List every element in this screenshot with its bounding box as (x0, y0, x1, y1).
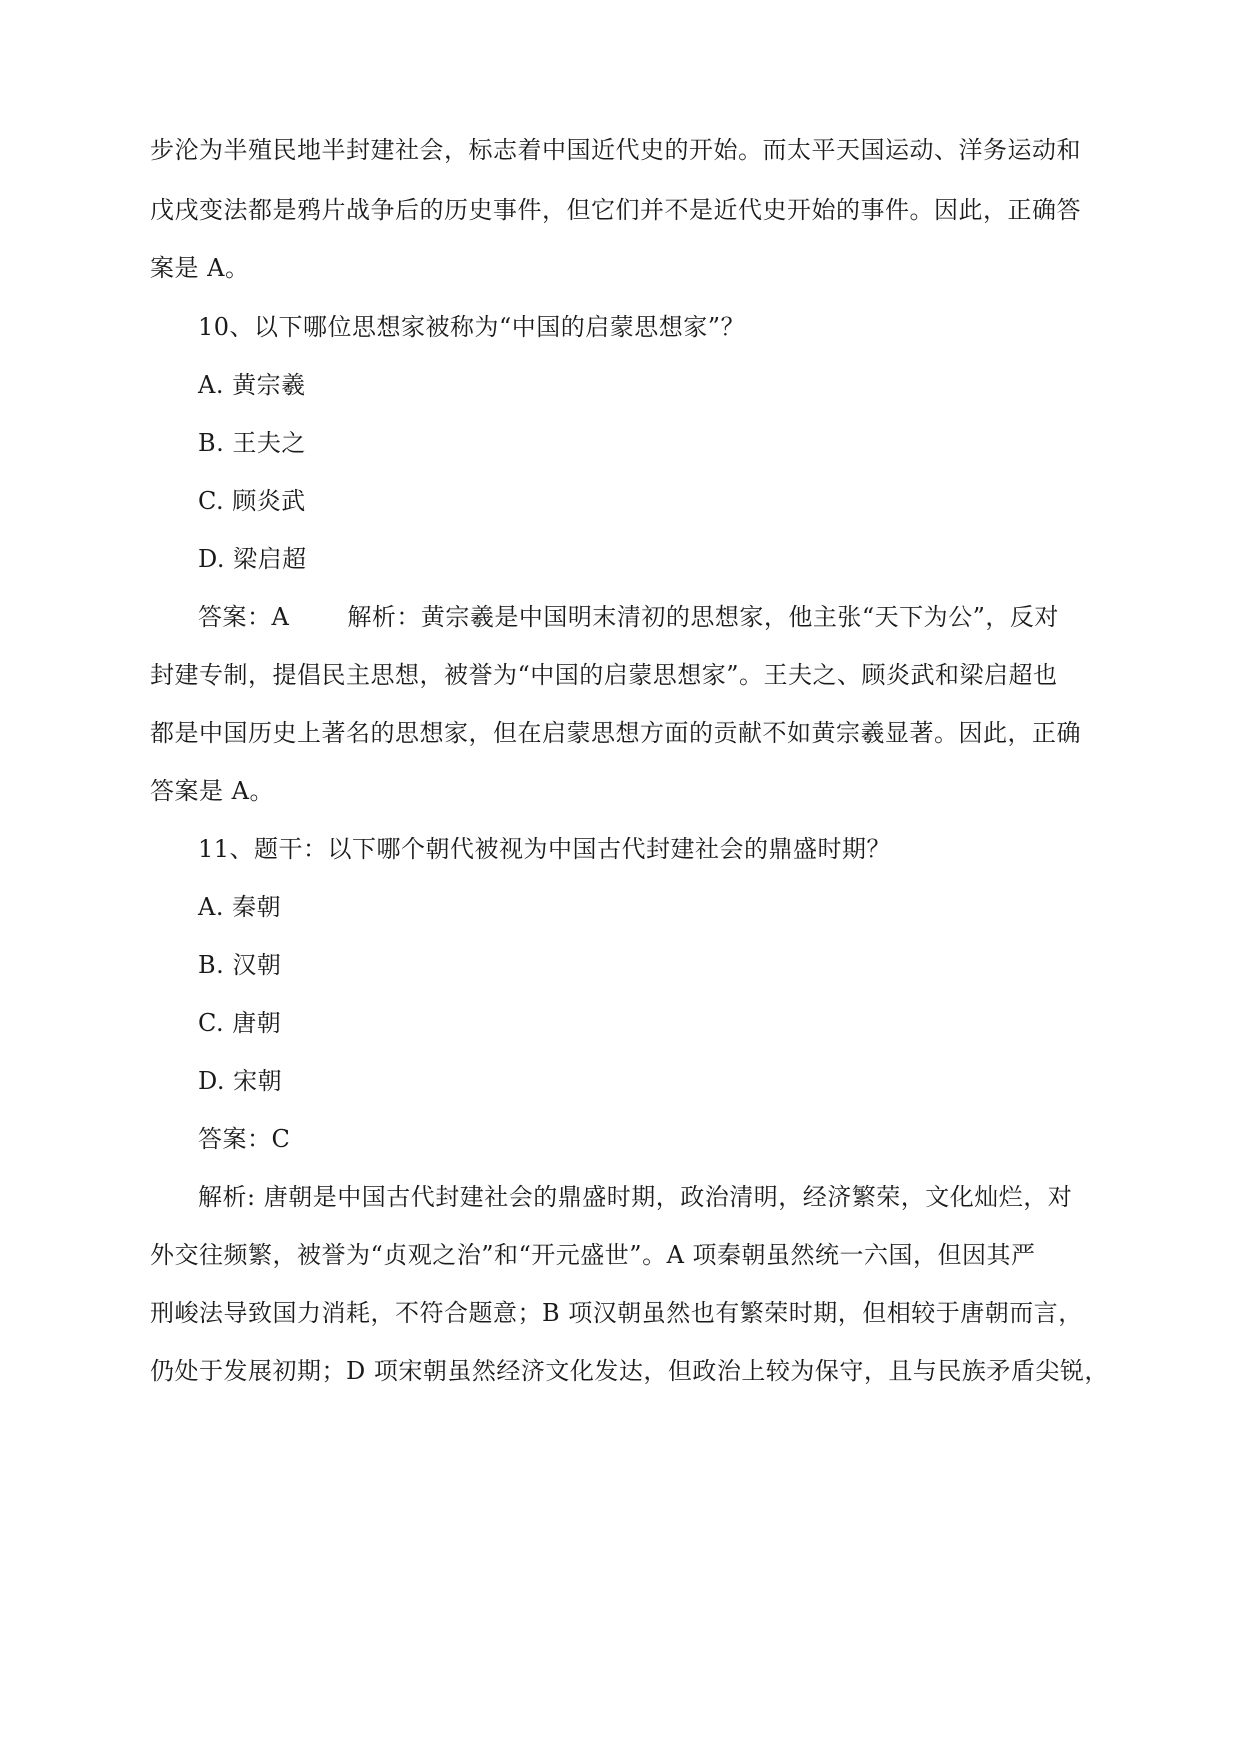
q10-explanation-line-4: 答案是 A。 (150, 777, 274, 805)
q11-option-a: A. 秦朝 (198, 893, 282, 921)
q10-explanation-line-1: 解析：黄宗羲是中国明末清初的思想家，他主张“天下为公”，反对 (347, 603, 1059, 631)
q11-option-b: B. 汉朝 (198, 951, 282, 979)
q10-option-d: D. 梁启超 (198, 545, 307, 573)
q11-explanation-line-1: 解析: 唐朝是中国古代封建社会的鼎盛时期，政治清明，经济繁荣，文化灿烂，对 (198, 1183, 1073, 1211)
q9-explanation-line-3: 案是 A。 (150, 254, 250, 282)
q11-option-c: C. 唐朝 (198, 1009, 282, 1037)
q11-explanation-line-2: 外交往频繁，被誉为“贞观之治”和“开元盛世”。A 项秦朝虽然统一六国，但因其严 (150, 1241, 1036, 1269)
q11-option-d: D. 宋朝 (198, 1067, 283, 1095)
q9-explanation-line-1: 步沦为半殖民地半封建社会，标志着中国近代史的开始。而太平天国运动、洋务运动和 (150, 136, 1081, 164)
q10-option-a: A. 黄宗羲 (198, 371, 306, 399)
q10-explanation-line-2: 封建专制，提倡民主思想，被誉为“中国的启蒙思想家”。王夫之、顾炎武和梁启超也 (150, 661, 1058, 689)
q11-explanation-line-4: 仍处于发展初期；D 项宋朝虽然经济文化发达，但政治上较为保守，且与民族矛盾尖锐， (150, 1357, 1109, 1385)
q11-question: 11、题干：以下哪个朝代被视为中国古代封建社会的鼎盛时期？ (198, 835, 892, 863)
q10-option-b: B. 王夫之 (198, 429, 306, 457)
q10-explanation-line-3: 都是中国历史上著名的思想家，但在启蒙思想方面的贡献不如黄宗羲显著。因此，正确 (150, 719, 1081, 747)
q11-explanation-line-3: 刑峻法导致国力消耗，不符合题意；B 项汉朝虽然也有繁荣时期，但相较于唐朝而言， (150, 1299, 1083, 1327)
q9-explanation-line-2: 戊戌变法都是鸦片战争后的历史事件，但它们并不是近代史开始的事件。因此，正确答 (150, 196, 1081, 224)
q11-answer: 答案：C (198, 1125, 291, 1153)
q10-answer: 答案：A (198, 603, 290, 631)
q10-option-c: C. 顾炎武 (198, 487, 306, 515)
q10-question: 10、以下哪位思想家被称为“中国的启蒙思想家”？ (198, 313, 746, 341)
q10-answer-row (198, 601, 1059, 633)
